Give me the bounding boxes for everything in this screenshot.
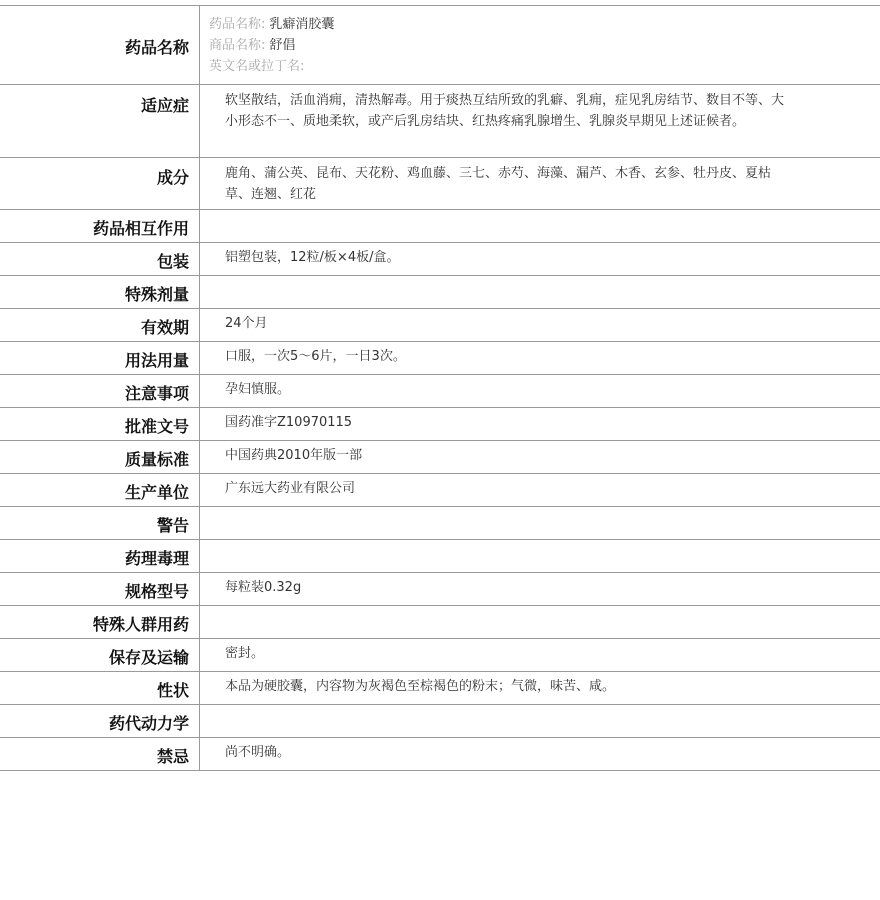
row-label: 警告 [0,507,200,539]
generic-name-key: 药品名称: [209,17,266,32]
row-label: 质量标准 [0,441,200,473]
row-value: 广东远大药业有限公司 [225,481,356,496]
row-label: 药品名称 [0,6,200,84]
row-dosage [0,342,880,375]
row-value: 国药准字Z10970115 [225,415,353,430]
row-indications [0,85,880,158]
row-specification [0,573,880,606]
row-label: 性状 [0,672,200,704]
row-value: 本品为硬胶囊，内容物为灰褐色至棕褐色的粉末；气微，味苦、咸。 [225,679,616,694]
row-value: 中国药典2010年版一部 [225,448,363,463]
drug-spec-table [0,5,880,771]
row-value: 软坚散结，活血消痈，清热解毒。用于痰热互结所致的乳癖、乳痈，症见乳房结节、数目不等、大小形态不一、质地柔软，或产后乳房结块、红热疼痛乳腺增生、乳腺炎早期见上述证候者。 [225,93,785,129]
row-value [200,540,785,572]
row-label: 生产单位 [0,474,200,506]
row-value: 口服，一次5～6片，一日3次。 [225,349,406,364]
row-ingredients [0,158,880,210]
row-label: 禁忌 [0,738,200,770]
trade-name-line [209,35,334,56]
row-value: 铝塑包装，12粒/板×4板/盒。 [225,250,400,265]
row-label: 有效期 [0,309,200,341]
row-storage [0,639,880,672]
row-label: 药代动力学 [0,705,200,737]
trade-name-key: 商品名称: [209,38,266,53]
row-packaging [0,243,880,276]
row-precautions [0,375,880,408]
row-value: 每粒装0.32g [225,580,302,595]
row-value: 孕妇慎服。 [225,382,291,397]
row-value [200,606,785,638]
row-manufacturer [0,474,880,507]
row-label: 适应症 [0,85,200,157]
row-value [200,210,785,242]
drug-name-block [200,6,334,84]
row-pharmacology [0,540,880,573]
row-shelf-life [0,309,880,342]
row-description [0,672,880,705]
row-value [200,705,785,737]
row-quality-standard [0,441,880,474]
row-interactions [0,210,880,243]
latin-name-line [209,56,334,77]
generic-name-line [209,14,334,35]
row-label: 包装 [0,243,200,275]
row-special-populations [0,606,880,639]
row-value: 密封。 [225,646,265,661]
row-special-dosage [0,276,880,309]
row-label: 特殊剂量 [0,276,200,308]
row-drug-name [0,6,880,85]
row-label: 注意事项 [0,375,200,407]
row-value: 24个月 [225,316,268,331]
row-label: 保存及运输 [0,639,200,671]
row-label: 规格型号 [0,573,200,605]
row-label: 药品相互作用 [0,210,200,242]
row-label: 成分 [0,158,200,209]
row-pharmacokinetics [0,705,880,738]
generic-name-value: 乳癖消胶囊 [269,17,335,32]
row-contraindications [0,738,880,771]
row-label: 特殊人群用药 [0,606,200,638]
row-label: 批准文号 [0,408,200,440]
row-approval-number [0,408,880,441]
row-value [200,507,785,539]
latin-name-key: 英文名或拉丁名: [209,59,305,74]
row-label: 用法用量 [0,342,200,374]
row-value [200,276,785,308]
trade-name-value: 舒倡 [269,38,296,53]
row-value: 尚不明确。 [225,745,291,760]
row-value: 鹿角、蒲公英、昆布、天花粉、鸡血藤、三七、赤芍、海藻、漏芦、木香、玄参、牡丹皮、夏枯草、连翘、红花 [225,166,772,202]
row-label: 药理毒理 [0,540,200,572]
row-warning [0,507,880,540]
